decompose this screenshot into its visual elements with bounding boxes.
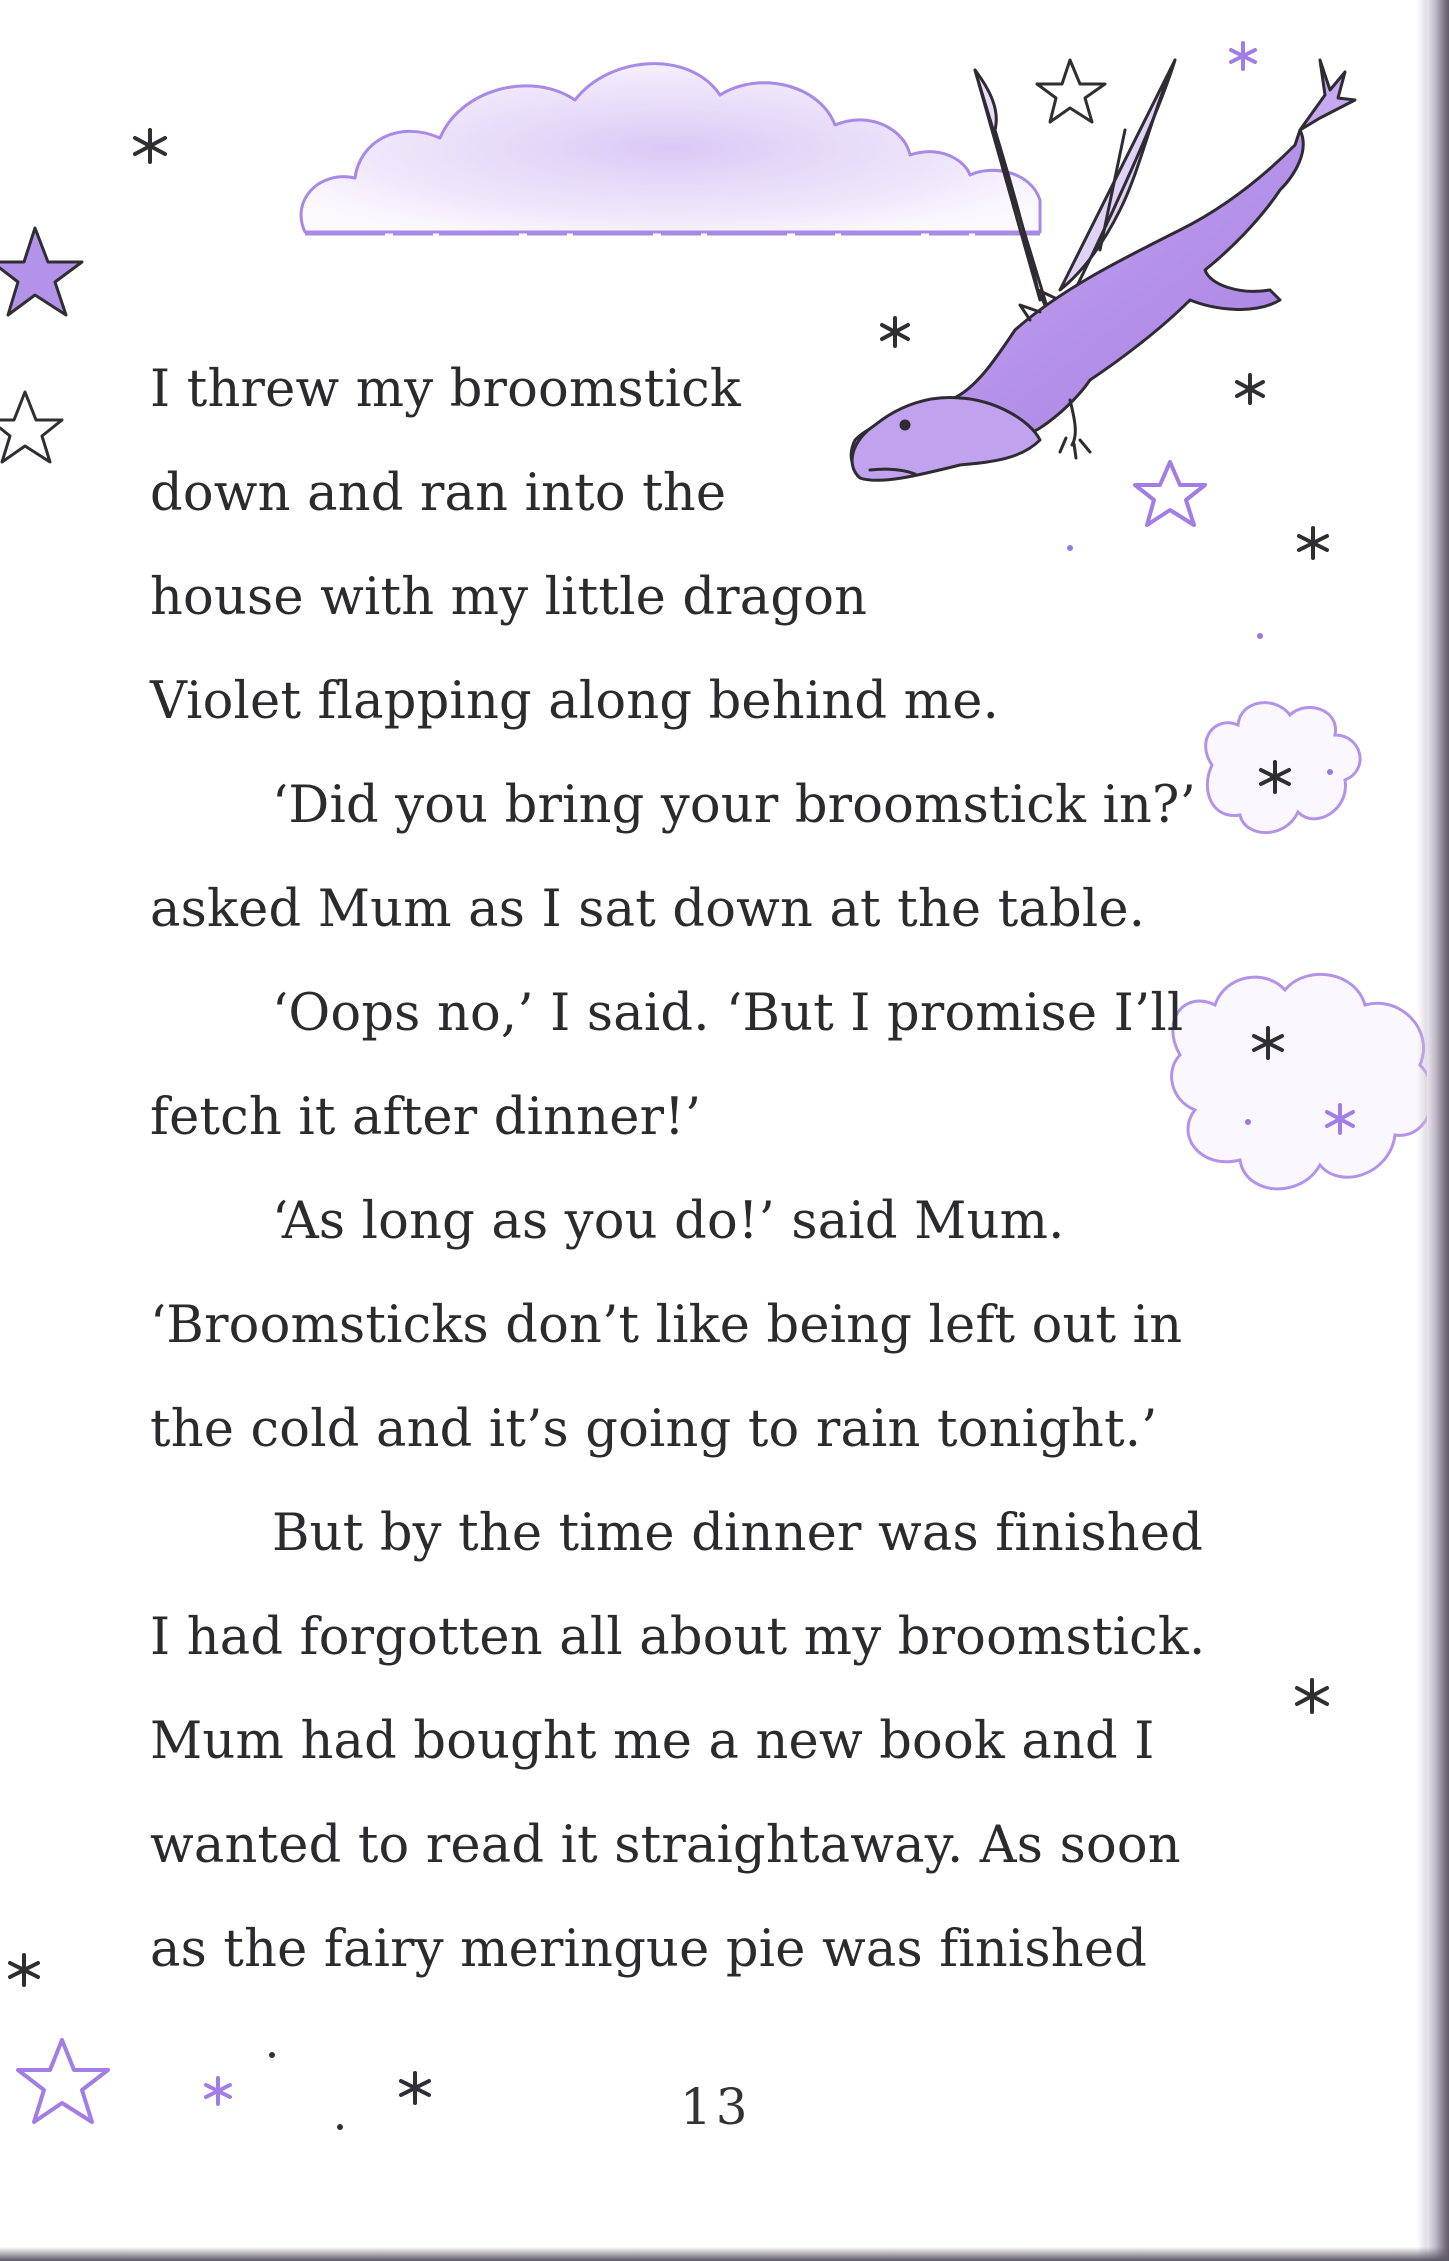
page-edge-shadow: [1417, 0, 1427, 2261]
text-line: as the fairy meringue pie was finished: [150, 1920, 1148, 1979]
text-line: house with my little dragon: [150, 568, 868, 627]
text-line: fetch it after dinner!’: [150, 1088, 702, 1147]
dragon-icon: [851, 60, 1355, 480]
text-line: I threw my broomstick: [150, 360, 741, 419]
text-line: ‘Oops no,’ I said. ‘But I promise I’ll: [272, 984, 1184, 1043]
cloud-icon: [301, 64, 1040, 234]
text-line: But by the time dinner was finished: [272, 1504, 1204, 1563]
text-line: asked Mum as I sat down at the table.: [150, 880, 1146, 939]
text-line: ‘Did you bring your broomstick in?’: [272, 776, 1197, 835]
text-line: I had forgotten all about my broomstick.: [150, 1608, 1206, 1667]
page-edge: [1427, 0, 1449, 2261]
text-line: ‘Broomsticks don’t like being left out in: [150, 1296, 1183, 1355]
cloud-icon: [1172, 974, 1433, 1189]
text-line: the cold and it’s going to rain tonight.’: [150, 1400, 1158, 1459]
text-line: ‘As long as you do!’ said Mum.: [272, 1192, 1065, 1251]
text-line: wanted to read it straightaway. As soon: [150, 1816, 1181, 1875]
text-line: Mum had bought me a new book and I: [150, 1712, 1155, 1771]
cloud-icon: [1206, 703, 1360, 833]
dot-decoration: [269, 2052, 343, 2130]
page-bottom-shadow: [0, 2247, 1449, 2261]
text-line: Violet flapping along behind me.: [150, 672, 1000, 731]
page-number: 13: [680, 2078, 752, 2136]
text-line: down and ran into the: [150, 464, 727, 523]
